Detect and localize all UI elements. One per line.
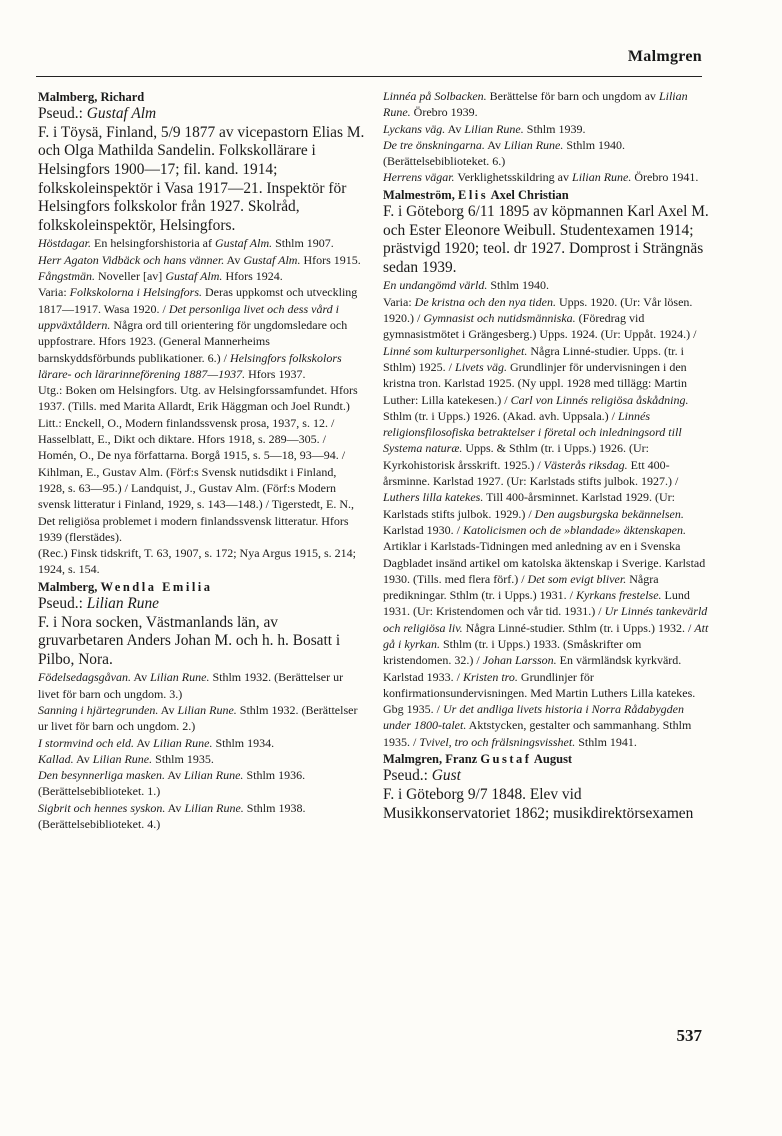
varia-text: Aktstycken, gestalter och sammanhang. Sthlm 1935. / bbox=[383, 718, 692, 749]
work-title: Sigbrit och hennes syskon. bbox=[38, 800, 166, 815]
varia-title: Kyrkans frestelse. bbox=[576, 588, 662, 603]
varia-text: Karlstad 1930. / bbox=[383, 522, 460, 537]
entry-continuation bbox=[383, 88, 711, 186]
work-item bbox=[38, 702, 366, 735]
work-av: Av bbox=[167, 768, 182, 783]
pseud-label: Pseud.: bbox=[38, 105, 83, 123]
varia-title: Kristen tro. bbox=[463, 669, 518, 684]
work-av: Av bbox=[136, 735, 151, 750]
name-surname: Malmberg, bbox=[38, 579, 98, 594]
varia-title: Ur Linnés tankevärld och religiösa liv. bbox=[383, 604, 708, 635]
work-av: Av bbox=[487, 137, 502, 152]
work-author: Gustaf Alm. bbox=[243, 252, 301, 267]
name-surname: Malmeström, bbox=[383, 187, 455, 202]
work-text: En helsingforshistoria af bbox=[94, 236, 212, 251]
name-other: August bbox=[533, 752, 573, 767]
varia-text: Grundlinjer för konfirmationsundervisningen. Med Martin Luthers Lilla katekes. Gbg 1935. / bbox=[383, 669, 696, 717]
rec-section: (Rec.) Finsk tidskrift, T. 63, 1907, s. 172; Nya Argus 1915, s. 214; 1924, s. 154. bbox=[38, 546, 356, 577]
varia-section bbox=[383, 294, 711, 750]
varia-text: Några predikningar. Sthlm (tr. i Upps.) 1931. / bbox=[383, 571, 659, 603]
work-pub: Sthlm 1939. bbox=[526, 121, 586, 136]
work-author: Lilian Rune. bbox=[150, 670, 210, 685]
name-surname: Malmgren, Franz bbox=[383, 752, 478, 767]
work-title: Den besynnerliga masken. bbox=[38, 768, 165, 783]
work-item bbox=[383, 137, 711, 170]
varia-text: Grundlinjer för undervisningen i den kristna tron. Karlstad 1925. (Ny uppl. 1928 med tillägg: Martin Luther: Lilla katekesen.) / bbox=[383, 359, 687, 407]
varia-title: Tvivel, tro och frälsningsvisshet. bbox=[419, 734, 576, 749]
varia-title: Helsingfors folkskolors lärare- och lärarinneförening 1887—1937. bbox=[38, 350, 342, 381]
work-pub: Sthlm 1907. bbox=[275, 236, 334, 251]
work-item bbox=[38, 800, 366, 833]
work-av: Av bbox=[167, 800, 182, 815]
entry-malmgren-franz bbox=[383, 751, 711, 823]
varia-title: Johan Larsson. bbox=[482, 653, 557, 668]
work-item bbox=[383, 121, 711, 137]
work-av: Av bbox=[76, 751, 90, 766]
varia-text: Till 400-årsminnet. Karlstad 1929. (Ur: Karlstads stifts julbok. 1929.) / bbox=[383, 490, 675, 521]
varia-title: Det personliga livet och dess vård i uppväxtåldern. bbox=[38, 301, 340, 332]
work-item bbox=[383, 277, 711, 293]
entry-malmestrom-elis bbox=[383, 187, 711, 750]
work-pub: Sthlm 1936. (Berättelsebiblioteket. 1.) bbox=[38, 768, 306, 799]
varia-title: Linné som kulturpersonlighet. bbox=[383, 343, 528, 358]
entry-name bbox=[38, 579, 366, 595]
work-pub: Hfors 1915. bbox=[303, 252, 361, 267]
entry-name bbox=[383, 187, 711, 203]
work-pub: Sthlm 1935. bbox=[155, 751, 214, 766]
work-title: Sanning i hjärtegrunden. bbox=[38, 702, 159, 717]
varia-text: Sthlm 1941. bbox=[578, 734, 637, 749]
work-title: De tre önskningarna. bbox=[383, 137, 485, 152]
varia-title: Västerås riksdag. bbox=[543, 457, 628, 472]
varia-title: Livets väg. bbox=[455, 359, 508, 374]
work-av: Av bbox=[160, 702, 175, 717]
work-author: Lilian Rune. bbox=[92, 751, 153, 766]
varia-title: Katolicismen och de »blandade» äktenskapen. bbox=[463, 522, 686, 537]
work-pub: Sthlm 1934. bbox=[215, 735, 275, 750]
work-title: Kallad. bbox=[38, 751, 74, 766]
work-title: Höstdagar. bbox=[38, 236, 92, 251]
entry-pseudonym bbox=[38, 595, 366, 614]
work-item bbox=[38, 735, 366, 751]
varia-text: Deras uppkomst och utveckling 1817—1917. Wasa 1920. / bbox=[38, 285, 358, 316]
work-author: Lilian Rune. bbox=[184, 800, 244, 815]
running-header: Malmgren bbox=[627, 48, 702, 65]
pseud-value: Lilian Rune bbox=[86, 594, 160, 612]
work-title: Fångstmän. bbox=[38, 269, 95, 284]
left-column bbox=[38, 88, 366, 832]
work-pub: Sthlm 1932. (Berättelser ur livet för barn och ungdom. 2.) bbox=[38, 702, 358, 734]
varia-title: Det som evigt bliver. bbox=[527, 571, 627, 586]
varia-text: (Föredrag vid gymnasistmötet i Grängesberg.) Upps. 1924. (Ur: Uppåt. 1924.) / bbox=[383, 311, 697, 342]
work-author: Lilian Rune. bbox=[464, 121, 524, 136]
varia-label: Varia: bbox=[38, 285, 67, 300]
varia-title: Carl von Linnés religiösa åskådning. bbox=[510, 392, 689, 407]
work-author: Lilian Rune. bbox=[184, 768, 244, 783]
work-author: Lilian Rune. bbox=[504, 137, 564, 152]
varia-text: Hfors 1937. bbox=[248, 366, 306, 381]
entry-pseudonym bbox=[383, 767, 711, 786]
varia-title: Luthers lilla katekes. bbox=[383, 490, 484, 505]
work-pub: Örebro 1939. bbox=[413, 105, 478, 120]
work-author: Gustaf Alm. bbox=[165, 269, 223, 284]
pseud-label: Pseud.: bbox=[38, 594, 83, 612]
work-title: Lyckans väg. bbox=[383, 121, 446, 136]
work-pub: Hfors 1924. bbox=[225, 269, 283, 284]
varia-title: Att gå i kyrkan. bbox=[383, 620, 709, 651]
work-author: Lilian Rune. bbox=[177, 702, 237, 717]
work-pub: Sthlm 1940. bbox=[490, 278, 550, 293]
entry-malmberg-richard bbox=[38, 89, 366, 578]
varia-title: Gymnasist och nutidsmänniska. bbox=[423, 311, 576, 326]
right-column bbox=[383, 88, 711, 823]
work-item bbox=[38, 252, 366, 268]
varia-label: Varia: bbox=[383, 294, 412, 309]
varia-text: Upps. & Sthlm (tr. i Upps.) 1926. (Ur: Kyrkohistorisk årsskrift. 1925.) / bbox=[383, 441, 650, 472]
varia-section bbox=[38, 284, 366, 382]
entry-malmberg-wendla bbox=[38, 579, 366, 833]
name-given: Elis bbox=[457, 187, 489, 202]
work-title: Linnéa på Solbacken. bbox=[383, 89, 487, 103]
utg-section: Utg.: Boken om Helsingfors. Utg. av Helsingforssamfundet. Hfors 1937. (Tills. med Marita Allardt, Erik Häggman och Joel Rundt.) bbox=[38, 383, 358, 414]
work-pub: Sthlm 1932. (Berättelser ur livet för barn och ungdom. 3.) bbox=[38, 670, 344, 701]
entry-bio: F. i Göteborg 9/7 1848. Elev vid Musikkonservatoriet 1862; musikdirektörsexamen bbox=[383, 785, 694, 822]
varia-title: Linnés religionsfilosofiska betraktelser i företal och inledningsord till Systema naturæ. bbox=[383, 408, 682, 456]
work-av: Av bbox=[447, 121, 462, 136]
work-author: Gustaf Alm. bbox=[215, 236, 273, 251]
varia-text: Sthlm (tr. i Upps.) 1933. (Småskrifter om kristendomen. 32.) / bbox=[383, 636, 642, 668]
pseud-value: Gust bbox=[431, 767, 461, 785]
entry-pseudonym bbox=[38, 105, 366, 124]
entry-bio: F. i Nora socken, Västmanlands län, av gruvarbetaren Anders Johan M. och h. h. Bosatt i Pilbo, Nora. bbox=[38, 613, 341, 668]
work-item bbox=[38, 751, 366, 767]
varia-text: Några Linné-studier. Sthlm (tr. i Upps.) 1932. / bbox=[465, 620, 692, 635]
work-title: En undangömd värld. bbox=[383, 278, 488, 293]
work-author: Lilian Rune. bbox=[572, 170, 632, 185]
litt-section: Litt.: Enckell, O., Modern finlandssvensk prosa, 1937, s. 12. / Hasselblatt, E., Dikt och diktare. Hfors 1918, s. 289—305. / Homén, O., De nya författarna. Borgå 1915, s. 5—18, 93—94. / Kihlman, E., Gustav Alm. (Förf:s Svensk nutidsdikt i Finland, 1928, s. 63—95.) / Landquist, J., Gustav Alm. (Förf:s Modern svensk litteratur i Finland, 1929, s. 143—148.) / Tigerstedt, E. N., Det religiösa problemet i modern finlandssvensk litteratur. Hfors 1939 (flerstädes). bbox=[38, 415, 354, 544]
page-number: 537 bbox=[676, 1026, 702, 1045]
work-pub: Sthlm 1940. (Berättelsebiblioteket. 6.) bbox=[383, 137, 626, 169]
work-item bbox=[38, 268, 366, 284]
varia-text: En värmländsk kyrkvärd. Karlstad 1933. / bbox=[383, 653, 682, 684]
varia-text: Sthlm (tr. i Upps.) 1926. (Akad. avh. Uppsala.) / bbox=[383, 408, 615, 423]
name-other: Axel Christian bbox=[490, 187, 569, 202]
entry-bio: F. i Göteborg 6/11 1895 av köpmannen Karl Axel M. och Ester Eleonore Weibull. Studentexamen 1914; prästvigd 1920; teol. dr 1927. Domprost i Strängnäs sedan 1939. bbox=[383, 203, 709, 276]
entry-bio: F. i Töysä, Finland, 5/9 1877 av vicepastorn Elias M. och Olga Mathilda Sandelin. Folkskollärare i Helsingfors 1900—17; fil. kand. 1914; folkskoleinspektör i Vasa 1917—21. Inspektör för Helsingfors folkskolor från 1927. Skolråd, folkskoleinspektör, Helsingfors. bbox=[38, 123, 365, 234]
work-title: Herrens vägar. bbox=[383, 170, 455, 185]
work-author: Lilian Rune. bbox=[153, 735, 213, 750]
pseud-value: Gustaf Alm bbox=[86, 105, 157, 123]
varia-text: Några Linné-studier. Upps. (tr. i Sthlm) 1925. / bbox=[383, 343, 684, 374]
varia-text: Ett 400-årsminne. Karlstad 1927. (Ur: Karlstads stifts julbok. 1927.) / bbox=[383, 457, 679, 489]
varia-text: Lund 1931. (Ur: Kristendomen och vår tid. 1931.) / bbox=[383, 588, 690, 619]
work-item bbox=[38, 669, 366, 702]
varia-text: Några ord till orientering för ungdomsledare och uppfostrare. Hfors 1923. (General Mannerheims barnskyddsförbunds publikationer. 6.) / bbox=[38, 317, 348, 365]
work-pub: Sthlm 1938. (Berättelsebiblioteket. 4.) bbox=[38, 800, 306, 832]
work-title: Födelsedagsgåvan. bbox=[38, 670, 131, 685]
work-item bbox=[38, 235, 366, 251]
varia-title: Den augsburgska bekännelsen. bbox=[534, 506, 684, 521]
work-title: Herr Agaton Vidbäck och hans vänner. bbox=[38, 252, 225, 267]
work-pub: Örebro 1941. bbox=[634, 170, 699, 185]
entry-name: Malmberg, Richard bbox=[38, 90, 145, 104]
varia-text: Artiklar i Karlstads-Tidningen med anledning av en i Svenska Dagbladet insänd artikel om katolska äktenskap i Sverige. Karlstad 1930. (Tills. med flera förf.) / bbox=[383, 539, 706, 586]
work-text: Verklighetsskildring av bbox=[457, 170, 570, 185]
work-text: Berättelse för barn och ungdom av bbox=[489, 89, 656, 103]
work-av: Av bbox=[226, 252, 241, 267]
work-item bbox=[383, 88, 711, 121]
pseud-label: Pseud.: bbox=[383, 767, 428, 785]
work-item bbox=[38, 767, 366, 800]
name-given: Gustaf bbox=[480, 752, 532, 767]
work-text: Noveller [av] bbox=[98, 269, 163, 284]
varia-title: De kristna och den nya tiden. bbox=[414, 294, 556, 309]
entry-name bbox=[383, 751, 711, 767]
work-title: I stormvind och eld. bbox=[38, 735, 134, 750]
name-given: Wendla Emilia bbox=[100, 579, 213, 594]
work-item bbox=[383, 169, 711, 185]
varia-title: Ur det andliga livets historia i Norra Rådabygden under 1800-talet. bbox=[383, 702, 684, 733]
header-rule bbox=[36, 76, 702, 77]
varia-text: Upps. 1920. (Ur: Vår lösen. 1920.) / bbox=[383, 294, 693, 326]
work-author: Lilian Rune. bbox=[383, 89, 688, 120]
varia-title: Folkskolorna i Helsingfors. bbox=[69, 285, 202, 300]
work-av: Av bbox=[133, 670, 148, 685]
